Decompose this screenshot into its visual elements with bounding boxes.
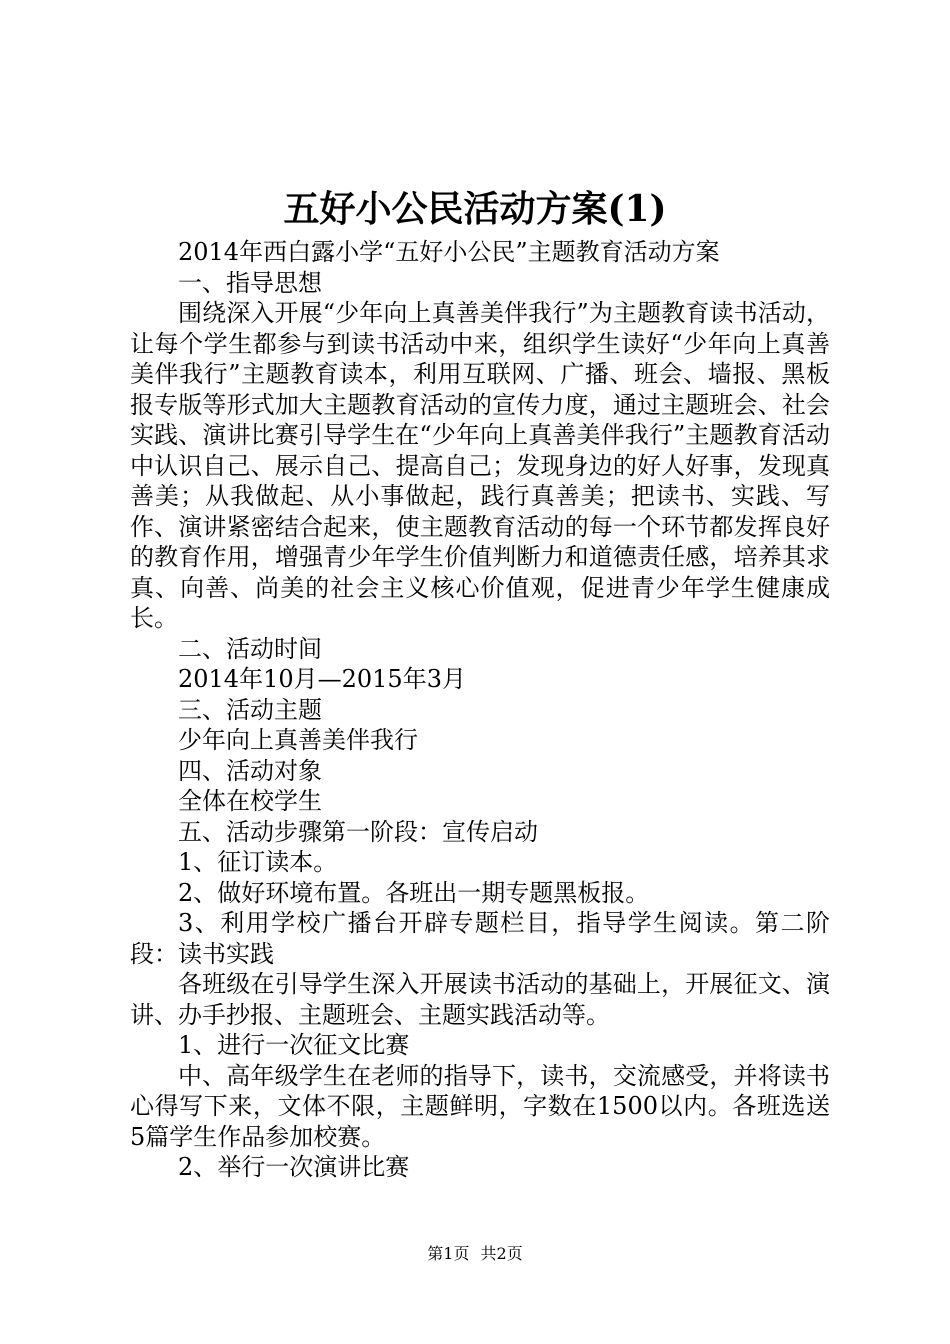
list-item: 1、进行一次征文比赛 bbox=[178, 1031, 410, 1059]
body-paragraph: 全体在校学生 bbox=[178, 787, 322, 815]
list-item: 3、利用学校广播台开辟专题栏目，指导学生阅读。第二阶段：读书实践 bbox=[130, 909, 830, 968]
list-item: 2、做好环境布置。各班出一期专题黑板报。 bbox=[178, 878, 650, 907]
body-paragraph: 中、高年级学生在老师的指导下，读书，交流感受，并将读书心得写下来，文体不限，主题鲜明，字数在1500以内。各班选送5篇学生作品参加校赛。 bbox=[130, 1061, 830, 1151]
section-heading-activity-target: 四、活动对象 bbox=[178, 756, 322, 785]
list-item: 2、举行一次演讲比赛 bbox=[178, 1153, 410, 1181]
section-heading-activity-time: 二、活动时间 bbox=[178, 634, 322, 663]
body-paragraph: 围绕深入开展“少年向上真善美伴我行”为主题教育读书活动，让每个学生都参与到读书活动中来，组织学生读好“少年向上真善美伴我行”主题教育读本，利用互联网、广播、班会、墙报、黑板报专版等形式加大主题教育活动的宣传力度，通过主题班会、社会实践、演讲比赛引导学生在“少年向上真善美伴我行”主题教育活动中认识自己、展示自己、提高自己；发现身边的好人好事，发现真善美；从我做起、从小事做起，践行真善美；把读书、实践、写作、演讲紧密结合起来，使主题教育活动的每一个环节都发挥良好的教育作用，增强青少年学生价值判断力和道德责任感，培养其求真、向善、尚美的社会主义核心价值观，促进青少年学生健康成长。 bbox=[130, 299, 830, 632]
section-heading-activity-steps: 五、活动步骤第一阶段：宣传启动 bbox=[178, 817, 538, 846]
section-heading-activity-theme: 三、活动主题 bbox=[178, 695, 322, 724]
body-paragraph: 2014年10月—2015年3月 bbox=[178, 665, 466, 693]
list-item: 1、征订读本。 bbox=[178, 848, 338, 876]
document-body bbox=[130, 237, 830, 1183]
body-paragraph: 各班级在引导学生深入开展读书活动的基础上，开展征文、演讲、办手抄报、主题班会、主题实践活动等。 bbox=[130, 970, 830, 1029]
page-footer bbox=[0, 1244, 950, 1264]
page-total: 共2页 bbox=[480, 1244, 523, 1263]
subtitle-paragraph: 2014年西白露小学“五好小公民”主题教育活动方案 bbox=[178, 238, 720, 266]
section-heading-guiding-thought: 一、指导思想 bbox=[178, 268, 322, 297]
document-title: 五好小公民活动方案(1) bbox=[283, 188, 667, 230]
page-number: 第1页 bbox=[427, 1244, 470, 1263]
body-paragraph: 少年向上真善美伴我行 bbox=[178, 726, 418, 754]
